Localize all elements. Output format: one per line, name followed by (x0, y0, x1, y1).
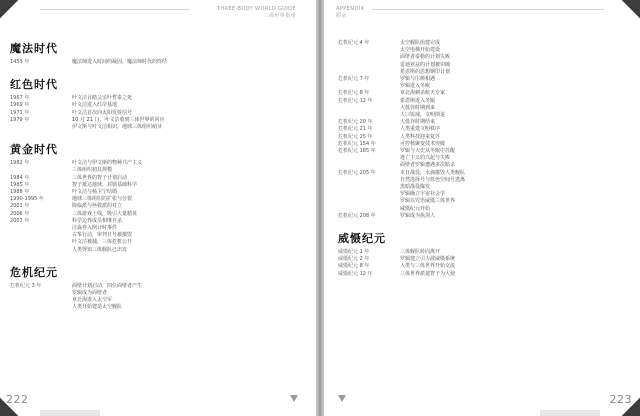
entry-text (400, 213, 632, 220)
entry-date (10, 167, 72, 174)
timeline-entry (338, 90, 632, 97)
entry-text (72, 167, 310, 174)
entry-text (400, 98, 632, 120)
entry-line: 三体组织初具规模 (72, 167, 113, 174)
entry-text (400, 134, 632, 141)
entry-date: 危机纪元 25 年 (338, 133, 373, 140)
entry-text (72, 59, 310, 66)
entry-date: 1984 年 (10, 174, 30, 181)
entry-date: 1969 年 (10, 102, 30, 109)
bottom-tab (40, 410, 100, 416)
entry-line: 魔法师进入时间的凝固，魔法师时代的终结 (72, 59, 168, 65)
entry-date: 危机纪元 205 年 (338, 169, 376, 176)
entry-line: 叶文洁被捕，三体危机公开 (72, 239, 133, 246)
entry-date: 1985 年 (10, 181, 30, 188)
timeline-entry (10, 283, 310, 312)
corner-notch (0, 0, 18, 18)
entry-line: 章北海刺杀航天专家 (400, 90, 446, 97)
page-number: 223 (609, 393, 632, 406)
entry-line: 希恩斯进入冬眠 (400, 97, 436, 104)
entry-text (400, 170, 632, 213)
entry-line: 罗辑与大史从冬眠中苏醒 (400, 148, 456, 155)
timeline-entry (338, 170, 632, 213)
entry-date: 1988 年 (10, 189, 30, 196)
timeline-entry (338, 263, 632, 270)
entry-line: 逃亡主义的兴起与失败 (400, 155, 451, 162)
entry-line: 人类科技迎来复苏 (400, 133, 441, 140)
timeline-entry (10, 167, 310, 174)
timeline-entry (10, 160, 310, 167)
timeline-entry (338, 119, 632, 126)
entry-line: 三体世界派遣智子为大使 (400, 270, 456, 277)
entry-line: 罗辑与庄颜相遇 (400, 76, 436, 83)
entry-date: 危机纪元 8 年 (338, 90, 370, 97)
timeline-entry (338, 40, 632, 76)
entry-line: 科学边界成员相继自杀 (72, 217, 123, 224)
timeline-entry (10, 110, 310, 117)
era-title: 红色时代 (10, 78, 58, 92)
entry-date: 1990-1995 年 (10, 196, 44, 203)
entry-text (72, 102, 310, 109)
entry-line: 罗辑建立引力波威慑系统 (400, 256, 456, 263)
bottom-tab (540, 410, 600, 416)
timeline-entry (338, 271, 632, 278)
timeline-left (10, 40, 310, 312)
entry-date: 危机纪元 3 年 (10, 282, 42, 289)
entry-text (72, 175, 310, 182)
entry-line: 罗辑确立宇宙社会学 (400, 191, 446, 198)
timeline-entry (10, 175, 310, 182)
timeline-entry (10, 196, 310, 203)
entry-line: 古筝行动，审判日号被摧毁 (72, 232, 133, 239)
left-page (0, 0, 316, 416)
entry-text (72, 218, 310, 254)
timeline-entry (10, 117, 310, 131)
timeline-entry (338, 249, 632, 256)
entry-line: 罗辑成为面壁者 (72, 290, 108, 297)
triangle-icon (338, 395, 346, 402)
entry-text (400, 90, 632, 97)
entry-line: 希恩斯的思想钢印计划 (400, 68, 451, 75)
timeline-entry (10, 182, 310, 189)
entry-line: 叶文洁进入红岸基地 (72, 102, 118, 109)
entry-line: 地球三体组织的扩张与分裂 (72, 196, 133, 203)
entry-line: 叶文洁与伊文斯的物种共产主义 (72, 160, 143, 167)
header-english: APPENDIX (336, 6, 365, 12)
triangle-icon (290, 395, 298, 402)
entry-line: 雷迪亚兹的计划被识破 (400, 61, 451, 68)
entry-line: 太空电梯开始建设 (400, 47, 441, 54)
entry-line: 罗辑进入冬眠 (400, 83, 431, 90)
era-title: 黄金时代 (10, 143, 58, 157)
corner-notch (622, 0, 640, 18)
timeline-entry (338, 213, 632, 220)
entry-line: 人类与三体世界开始交流 (400, 263, 456, 270)
entry-date: 威慑纪元 2 年 (338, 256, 370, 263)
entry-line: 面壁者泰勒的计划失败 (400, 54, 451, 61)
header-chinese: 三体世界指南 (263, 13, 296, 19)
entry-date: 危机纪元 20 年 (338, 119, 373, 126)
entry-date: 危机纪元 154 年 (338, 140, 376, 147)
entry-date: 1453 年 (10, 59, 30, 65)
timeline-entry (338, 126, 632, 133)
running-header (217, 6, 296, 20)
entry-text (400, 148, 632, 170)
entry-date: 危机纪元 21 年 (338, 126, 373, 133)
entry-text (72, 117, 310, 131)
entry-date: 1979 年 (10, 116, 30, 123)
era-title: 魔法时代 (10, 42, 58, 55)
entry-line: 可控核聚变技术突破 (400, 140, 446, 147)
entry-line: 章北海进入太空军 (72, 297, 113, 304)
era-title: 威慑纪元 (338, 232, 386, 246)
header-chinese: 附录 (336, 13, 347, 19)
entry-date: 1982 年 (10, 160, 30, 167)
entry-line: 叶文洁与杨卫宁结婚 (72, 189, 118, 196)
entry-line: 罗辑成为执剑人 (400, 212, 436, 219)
entry-line: 自然选择号与蓝色空间号逃离 (400, 176, 466, 183)
entry-text (72, 203, 310, 210)
entry-line: 三体世界的智子计划启动 (72, 174, 128, 181)
entry-date: 威慑纪元 8 年 (338, 263, 370, 270)
timeline-entry (10, 102, 310, 109)
entry-line: 黑暗战役爆发 (400, 184, 431, 191)
entry-text (72, 211, 310, 218)
entry-line: 面壁者罗辑遭遇多次暗杀 (400, 162, 456, 169)
timeline-entry (10, 95, 310, 102)
timeline-entry (10, 211, 310, 218)
entry-text (72, 283, 310, 312)
timeline-entry (338, 76, 632, 90)
timeline-entry (10, 203, 310, 210)
entry-date: 2007 年 (10, 217, 30, 224)
timeline-entry (10, 189, 310, 196)
entry-date: 危机纪元 185 年 (338, 148, 376, 155)
entry-line: 人类得知三体舰队已出发 (72, 246, 128, 253)
entry-text (400, 141, 632, 148)
timeline-entry (10, 218, 310, 254)
running-header (336, 6, 364, 20)
entry-line: 汪淼卷入倒计时事件 (72, 225, 118, 232)
entry-line: 人类重建文明秩序 (400, 126, 441, 133)
entry-line: 人类开始建造太空舰队 (72, 304, 123, 311)
timeline-entry (10, 59, 310, 66)
era-title: 危机纪元 (10, 265, 58, 279)
entry-line: 威慑纪元开始 (400, 205, 431, 212)
right-page (324, 0, 640, 416)
entry-line: 三体舰队转向离开 (400, 249, 441, 256)
entry-line: 伊文斯与叶文洁相识，地球三体组织萌芽 (72, 124, 163, 131)
entry-date: 危机纪元 7 年 (338, 76, 370, 83)
timeline-entry (338, 134, 632, 141)
entry-text (400, 76, 632, 90)
entry-text (400, 40, 632, 76)
entry-line: 罗辑以咒语威慑三体世界 (400, 198, 456, 205)
entry-line: 大低谷时期结束 (400, 119, 436, 126)
entry-date: 2006 年 (10, 210, 30, 217)
entry-line: 人口锐减，文明倒退 (400, 112, 446, 119)
entry-date: 危机纪元 12 年 (338, 97, 373, 104)
entry-text (72, 182, 310, 189)
entry-text (72, 110, 310, 117)
timeline-entry (338, 148, 632, 170)
timeline-entry (338, 141, 632, 148)
entry-line: 大低谷时期到来 (400, 104, 436, 111)
entry-line: 降临派与拯救派的对立 (72, 203, 123, 210)
entry-line: 10 月 21 日，叶文洁收到三体世界的回应 (72, 116, 165, 123)
entry-line: 智子抵达地球，封锁基础科学 (72, 181, 138, 188)
entry-text (400, 263, 632, 270)
entry-date: 危机纪元 4 年 (338, 40, 370, 46)
entry-date: 1967 年 (10, 95, 30, 102)
header-rule (372, 9, 604, 10)
entry-line: 太空舰队组建完成 (400, 40, 441, 46)
entry-text (400, 126, 632, 133)
header-english: THREE-BODY WORLD GUIDE (216, 6, 296, 12)
entry-line: 末日战役，水滴摧毁人类舰队 (400, 169, 466, 176)
entry-date: 威慑纪元 12 年 (338, 270, 373, 277)
page-number: 222 (6, 393, 29, 406)
entry-date: 危机纪元 208 年 (338, 212, 376, 219)
header-rule (40, 9, 190, 10)
entry-date: 2001 年 (10, 203, 30, 210)
entry-text (400, 271, 632, 278)
entry-date: 威慑纪元 1 年 (338, 249, 370, 256)
entry-date: 1971 年 (10, 109, 30, 116)
entry-line: 叶文洁目睹父亲叶哲泰之死 (72, 95, 133, 102)
entry-line: 叶文洁首次向太阳发射信号 (72, 109, 133, 116)
timeline-right (338, 40, 632, 278)
timeline-entry (338, 256, 632, 263)
entry-line: 三体游戏上线，吸引大量精英 (72, 210, 138, 217)
book-gutter (316, 0, 324, 416)
entry-line: 面壁计划启动，四位面壁者产生 (72, 282, 143, 289)
timeline-entry (338, 98, 632, 120)
